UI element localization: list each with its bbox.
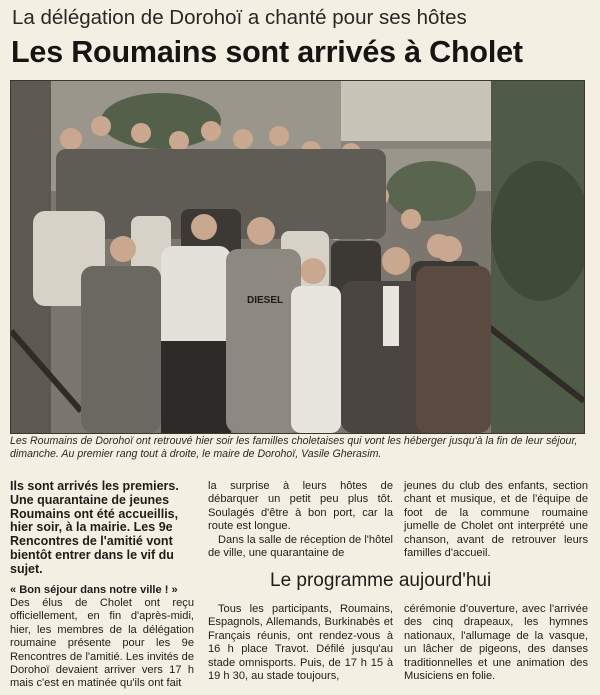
programme-column-2 (404, 603, 588, 683)
column-2 (208, 480, 393, 560)
body-paragraph: jeunes du club des enfants, section chant et musique, et de l'équipe de foot de la commune roumaine jumelle de Cholet ont interprété une chanson, avant de retrouver leurs familles d'accueil. (404, 480, 588, 560)
body-paragraph: cérémonie d'ouverture, avec l'arrivée des cinq drapeaux, les hymnes nationaux, l'allumage de la vasque, un lâcher de pigeons, des danses traditionnelles et une animation des Musiciens en folie. (404, 603, 588, 683)
article-headline: Les Roumains sont arrivés à Cholet (11, 35, 523, 69)
body-paragraph: Tous les participants, Roumains, Espagnols, Allemands, Burkinabès et Français réunis, ont rendez-vous à 16 h place Travot. Défilé jusqu'au stade omnisports. Puis, de 17 h 15 à 19 h 30, au stade toujours, (208, 603, 393, 683)
column-1-body (10, 597, 194, 691)
column-3 (404, 480, 588, 560)
group-photo-illustration (11, 81, 584, 433)
article-subhead: « Bon séjour dans notre ville ! » (10, 583, 178, 596)
group-photo (10, 80, 585, 434)
photo-caption: Les Roumains de Dorohoï ont retrouvé hier soir les familles choletaises qui vont les héberger jusqu'à la fin de leur séjour, dimanche. Au premier rang tout à droite, le maire de Dorohoï, Vasile Gherasim. (10, 435, 578, 460)
body-paragraph: la surprise à leurs hôtes de débarquer un petit peu plus tôt. Soulagés d'être à bon port, car la route est longue. (208, 480, 393, 533)
programme-column-1 (208, 603, 393, 683)
shirt-text: DIESEL (247, 295, 284, 306)
body-paragraph: Des élus de Cholet ont reçu officiellement, en fin d'après-midi, hier, les membres de la délégation roumaine présente pour les 9e Rencontres de l'amitié. Les invités de Dorohoï devaient arriver vers 17 h mais c'est en matinée qu'ils ont fait (10, 596, 194, 690)
body-paragraph: Dans la salle de réception de l'hôtel de ville, une quarantaine de (208, 533, 393, 560)
column-1 (10, 480, 194, 691)
article-kicker: La délégation de Dorohoï a chanté pour ses hôtes (12, 6, 467, 29)
article-lead: Ils sont arrivés les premiers. Une quarantaine de jeunes Roumains ont été accueillis, hier soir, à la mairie. Les 9e Rencontres de l'amitié vont bientôt entrer dans le vif du sujet. (10, 479, 179, 576)
programme-heading: Le programme aujourd'hui (270, 570, 492, 591)
